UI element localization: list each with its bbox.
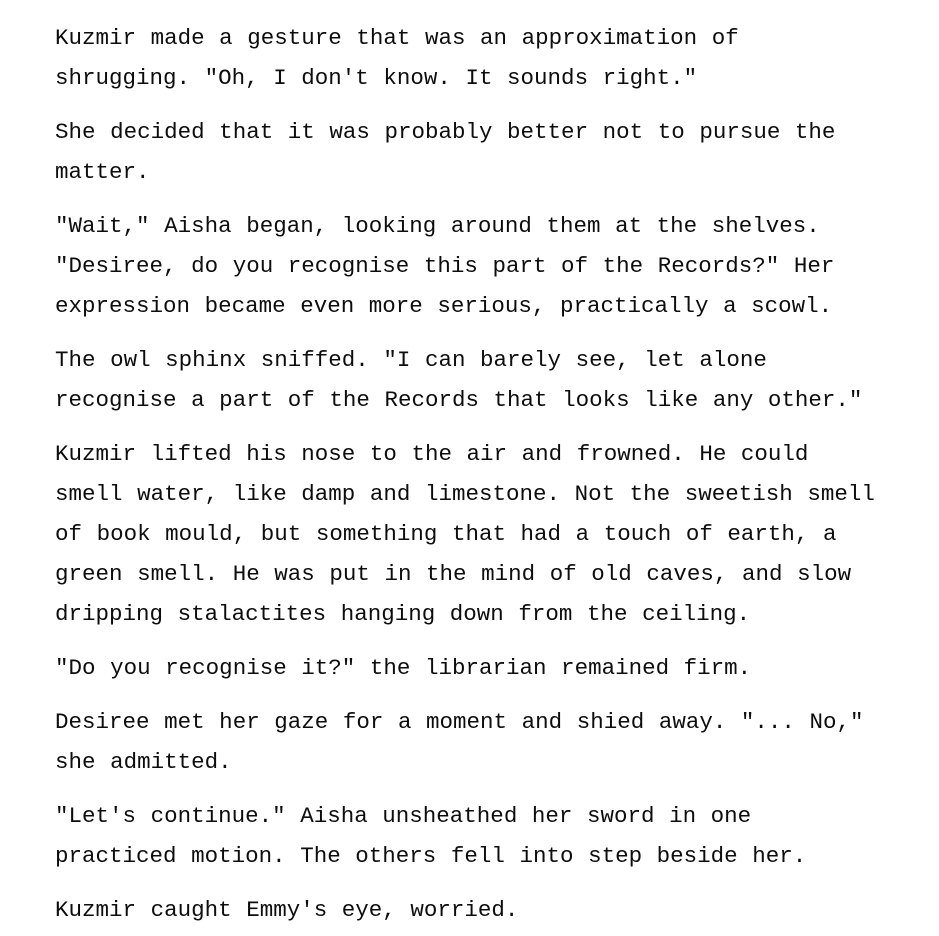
paragraph: "Let's continue." Aisha unsheathed her sword in one practiced motion. The others fell into step beside her. <box>55 803 807 869</box>
paragraph: Desiree met her gaze for a moment and shied away. "... No," she admitted. <box>55 709 864 775</box>
paragraph: Kuzmir caught Emmy's eye, worried. <box>55 897 519 923</box>
story-text-body <box>55 18 885 930</box>
paragraph: "Wait," Aisha began, looking around them at the shelves. "Desiree, do you recognise this part of the Records?" Her expression became even more serious, practically a scowl. <box>55 213 835 319</box>
paragraph: She decided that it was probably better not to pursue the matter. <box>55 119 836 185</box>
paragraph: Kuzmir lifted his nose to the air and frowned. He could smell water, like damp and limestone. Not the sweetish smell of book mould, but something that had a touch of earth, a green smell. He was put in the mind of old caves, and slow dripping stalactites hanging down from the ceiling. <box>55 441 875 627</box>
paragraph: Kuzmir made a gesture that was an approximation of shrugging. "Oh, I don't know. It sounds right." <box>55 25 739 91</box>
paragraph: The owl sphinx sniffed. "I can barely see, let alone recognise a part of the Records that looks like any other." <box>55 347 863 413</box>
paragraph: "Do you recognise it?" the librarian remained firm. <box>55 655 752 681</box>
